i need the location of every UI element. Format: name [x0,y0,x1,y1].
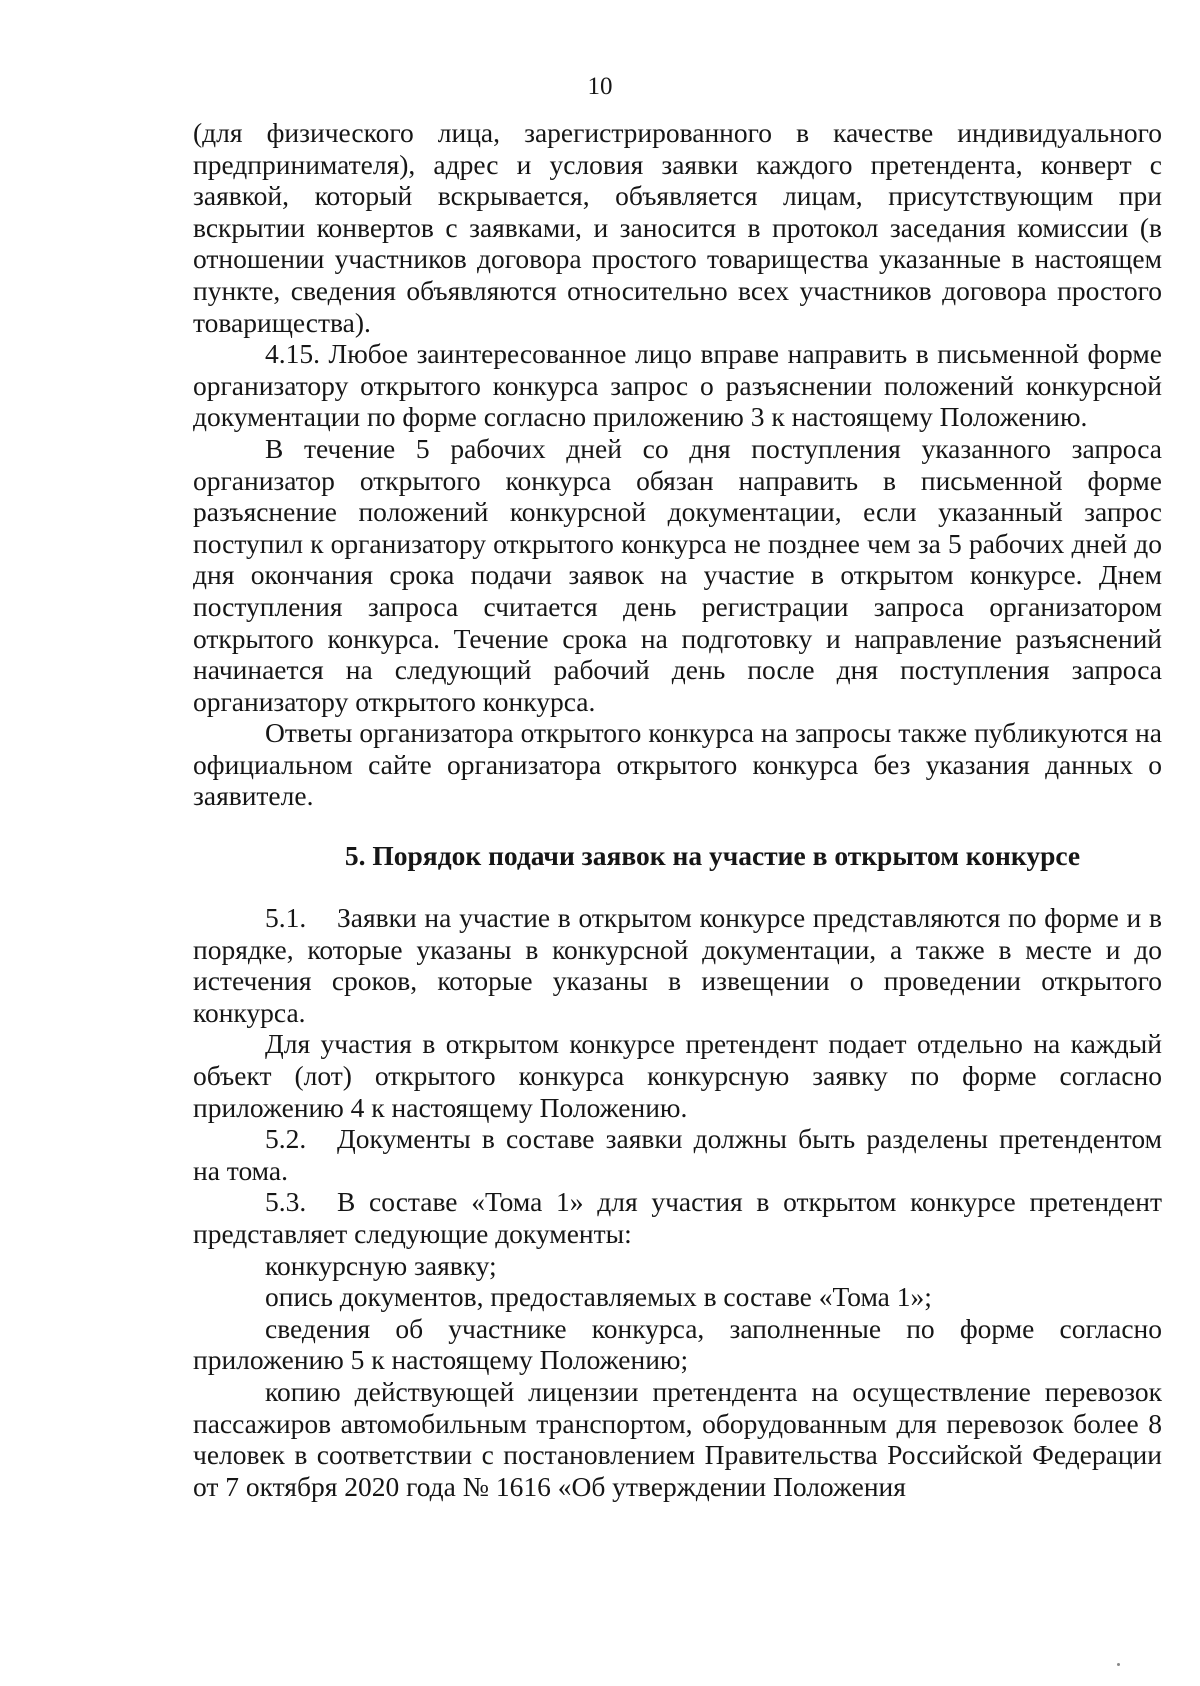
paragraph-participation: Для участия в открытом конкурсе претендент подает отдельно на каждый объект (лот) открытого конкурса конкурсную заявку по форме согласно приложению 4 к настоящему Положению. [193,1028,1162,1123]
paragraph-4-15: 4.15. Любое заинтересованное лицо вправе направить в письменной форме организатору открытого конкурса запрос о разъяснении положений конкурсной документации по форме согласно приложению 3 к настоящему Положению. [193,338,1162,433]
paragraph-response-terms: В течение 5 рабочих дней со дня поступления указанного запроса организатор открытого конкурса обязан направить в письменной форме разъяснение положений конкурсной документации, если указанный запрос поступил к организатору открытого конкурса не позднее чем за 5 рабочих дней до дня окончания срока подачи заявок на участие в открытом конкурсе. Днем поступления запроса считается день регистрации запроса организатором открытого конкурса. Течение срока на подготовку и направление разъяснений начинается на следующий рабочий день после дня поступления запроса организатору открытого конкурса. [193,432,1162,717]
paragraph-5-1 [193,902,1162,1028]
clause-text: Документы в составе заявки должны быть разделены претендентом на тома. [193,1123,1162,1186]
spacer [193,872,1162,902]
document-body [193,117,1162,1502]
clause-number: 5.3. [265,1186,307,1218]
paragraph-continuation: (для физического лица, зарегистрированного в качестве индивидуального предпринимателя), адрес и условия заявки каждого претендента, конверт с заявкой, который вскрывается, объявляется лицам, присутствующим при вскрытии конвертов с заявками, и заносится в протокол заседания комиссии (в отношении участников договора простого товарищества указанные в настоящем пункте, сведения объявляются относительно всех участников договора простого товарищества). [193,117,1162,338]
clause-number: 5.2. [265,1123,307,1155]
scan-speck [1117,1663,1120,1666]
list-item: сведения об участнике конкурса, заполненные по форме согласно приложению 5 к настоящему Положению; [193,1312,1162,1376]
clause-text: Заявки на участие в открытом конкурсе представляются по форме и в порядке, которые указаны в конкурсной документации, а также в месте и до истечения сроков, которые указаны в извещении о проведении открытого конкурса. [193,902,1162,1028]
spacer [193,812,1162,840]
list-item: копию действующей лицензии претендента на осуществление перевозок пассажиров автомобильным транспортом, оборудованным для перевозок более 8 человек в соответствии с постановлением Правительства Российской Федерации от 7 октября 2020 года № 1616 «Об утверждении Положения [193,1375,1162,1502]
paragraph-answers-published: Ответы организатора открытого конкурса на запросы также публикуются на официальном сайте организатора открытого конкурса без указания данных о заявителе. [193,717,1162,812]
list-item: опись документов, предоставляемых в составе «Тома 1»; [265,1281,932,1313]
clause-number: 5.1. [265,902,307,934]
paragraph-5-2 [193,1123,1162,1186]
clause-text: В составе «Тома 1» для участия в открытом конкурсе претендент представляет следующие документы: [193,1186,1162,1249]
page-number: 10 [587,73,613,100]
paragraph-5-3 [193,1186,1162,1249]
list-item: конкурсную заявку; [265,1249,497,1281]
section-heading: 5. Порядок подачи заявок на участие в открытом конкурсе [344,840,1081,872]
